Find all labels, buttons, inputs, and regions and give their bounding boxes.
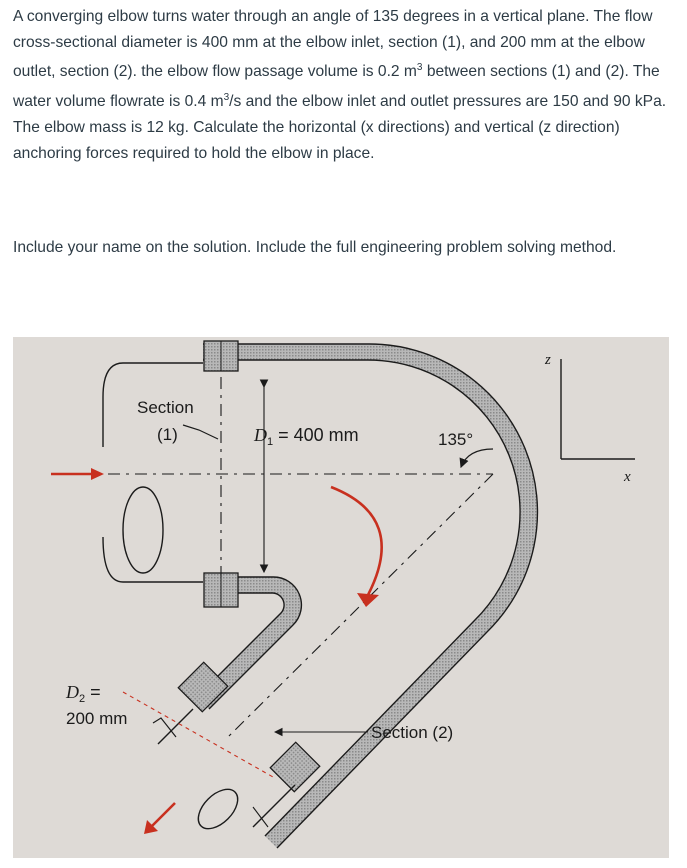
elbow-pipe [103, 341, 537, 848]
flow-turn-arrow [331, 487, 382, 595]
section2-label: Section (2) [371, 723, 454, 742]
angle-arrow [461, 449, 493, 467]
d2-equals: = [85, 682, 101, 702]
problem-text-part-1: A converging elbow turns water through an angle of 135 degrees in a vertical plane. The flow cross-sectional diameter is 400 mm at the elbow inlet, section (1), and 200 mm at the elbow outlet, section (2). the elbow flow passage volume is 0.2 m [13, 8, 653, 81]
d2-subscript: 2 [79, 693, 86, 705]
axes [561, 359, 635, 459]
section1-leader [183, 425, 218, 439]
elbow-figure [13, 337, 669, 858]
superscript-volume: 3 [416, 62, 423, 74]
d2-leader [153, 718, 176, 737]
inlet-flow-arrow [51, 468, 104, 480]
d1-subscript: 1 [267, 436, 274, 448]
d2-value: 200 mm [66, 709, 128, 728]
d1-symbol: D [254, 425, 267, 445]
outlet-flow-arrow [144, 803, 175, 834]
section1-label-line1: Section [137, 398, 194, 417]
d1-value: = 400 mm [273, 425, 359, 445]
x-axis-label: x [624, 469, 631, 485]
superscript-flowrate: 3 [223, 92, 230, 104]
section1-label-line2: (1) [157, 425, 178, 444]
problem-text-part-3: /s and the elbow inlet and outlet pressures are 150 and 90 kPa. The elbow mass is 12 kg. Calculate the horizontal (x directions) and vertical (z direction) anchoring forces required to hold the elbow in place. [13, 93, 667, 162]
elbow-diagram [13, 337, 669, 858]
d1-label [253, 425, 359, 448]
d2-symbol: D [66, 682, 79, 702]
d2-label-line1 [65, 682, 101, 705]
problem-text-part-2: between sections (1) and (2). The water volume flowrate is 0.4 m [13, 63, 660, 111]
z-axis-label: z [545, 352, 551, 368]
problem-statement [13, 4, 673, 167]
instructions: Include your name on the solution. Include the full engineering problem solving method. [13, 239, 617, 256]
angle-label: 135° [438, 430, 474, 449]
